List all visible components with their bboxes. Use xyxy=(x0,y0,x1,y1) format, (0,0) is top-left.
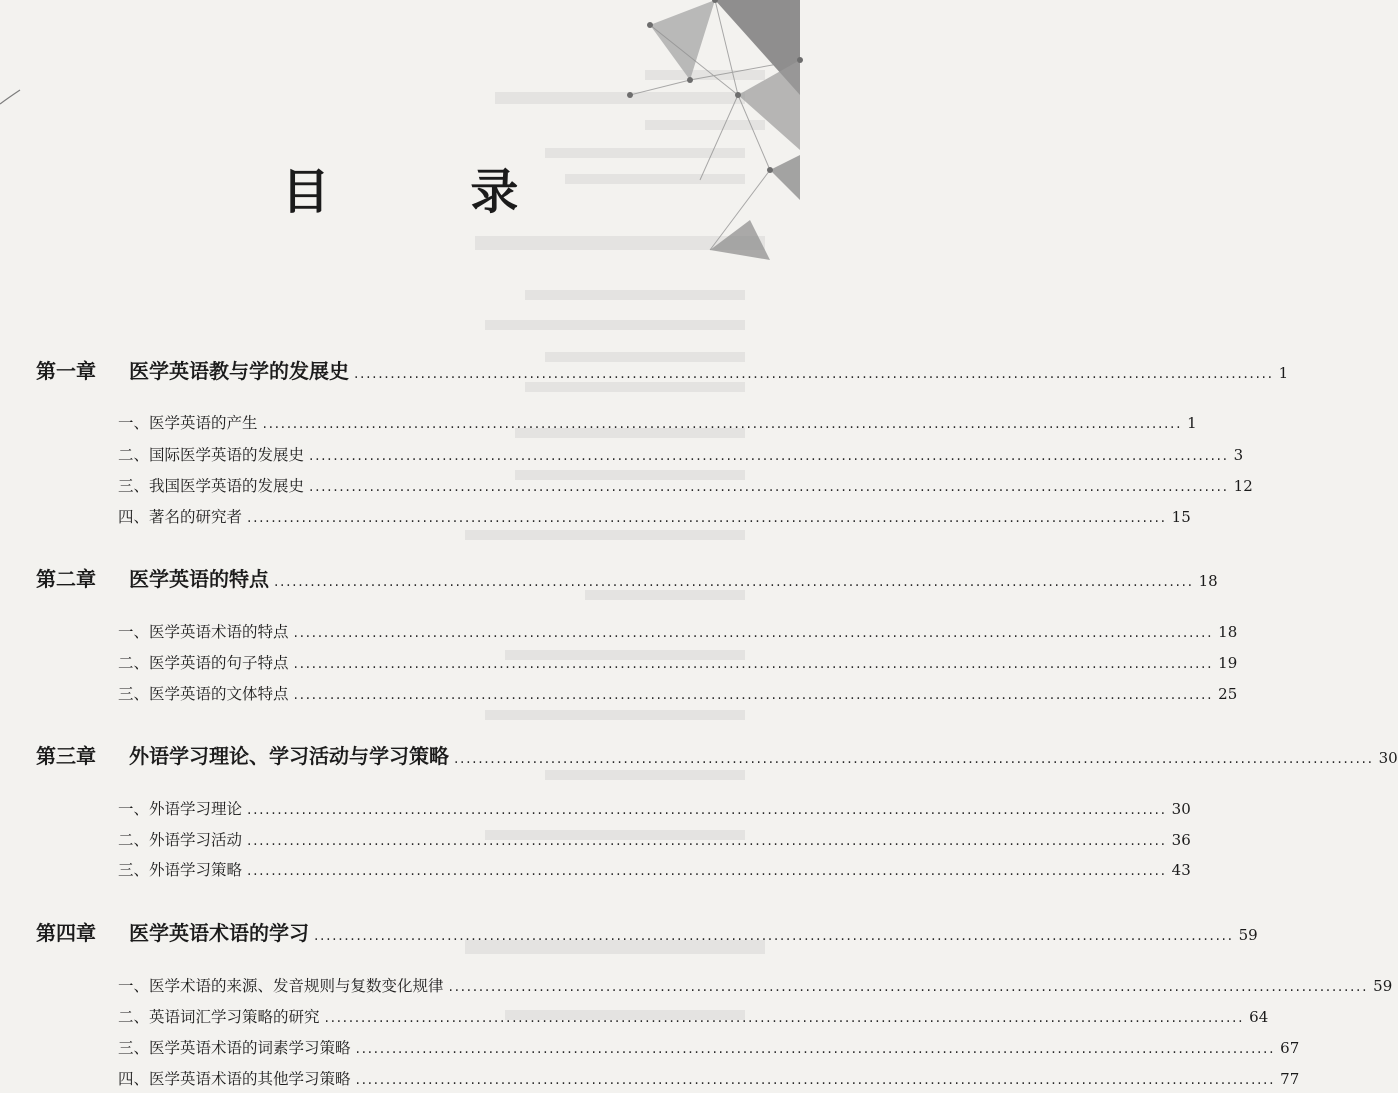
section-title: 四、医学英语术语的其他学习策略 xyxy=(118,1070,351,1088)
page-title: 目 录 xyxy=(281,164,581,220)
toc-chapter-3[interactable] xyxy=(36,740,1398,769)
page-number: 64 xyxy=(1249,1008,1269,1026)
dot-leader: ........................................................................................................................................................ xyxy=(448,979,1369,995)
section-title: 三、我国医学英语的发展史 xyxy=(118,477,305,495)
toc-chapter-4[interactable] xyxy=(36,917,1258,946)
toc-section[interactable] xyxy=(118,828,1191,850)
toc-section[interactable] xyxy=(118,651,1238,673)
section-title: 一、医学英语的产生 xyxy=(118,414,258,432)
dot-leader: ........................................................................................................................................................ xyxy=(293,625,1214,641)
chapter-title: 医学英语的特点 xyxy=(129,567,269,591)
chapter-title: 外语学习理论、学习活动与学习策略 xyxy=(129,744,449,768)
dot-leader: ........................................................................................................................................................ xyxy=(309,448,1229,464)
dot-leader: ........................................................................................................................................................ xyxy=(262,416,1183,432)
toc-section[interactable] xyxy=(118,443,1244,465)
dot-leader: ........................................................................................................................................................ xyxy=(355,1041,1276,1057)
toc-section[interactable] xyxy=(118,474,1253,496)
page-number: 19 xyxy=(1218,654,1238,672)
section-title: 二、医学英语的句子特点 xyxy=(118,654,289,672)
dot-leader: ........................................................................................................................................................ xyxy=(355,1072,1276,1088)
section-title: 一、外语学习理论 xyxy=(118,800,243,818)
page-number: 43 xyxy=(1171,861,1191,879)
section-title: 二、外语学习活动 xyxy=(118,831,243,849)
chapter-title: 医学英语术语的学习 xyxy=(129,921,309,945)
section-title: 二、国际医学英语的发展史 xyxy=(118,446,305,464)
dot-leader: ........................................................................................................................................................ xyxy=(324,1010,1245,1026)
toc-section[interactable] xyxy=(118,411,1197,433)
toc-section[interactable] xyxy=(118,505,1191,527)
toc-chapter-2[interactable] xyxy=(36,563,1218,592)
toc-section[interactable] xyxy=(118,682,1238,704)
section-title: 一、医学术语的来源、发音规则与复数变化规律 xyxy=(118,977,444,995)
page-number: 25 xyxy=(1218,685,1238,703)
page-number: 30 xyxy=(1171,800,1191,818)
section-title: 三、医学英语的文体特点 xyxy=(118,685,289,703)
chapter-number: 第四章 xyxy=(36,921,96,945)
toc-section[interactable] xyxy=(118,620,1238,642)
dot-leader: ........................................................................................................................................................ xyxy=(274,574,1194,590)
dot-leader: ........................................................................................................................................................ xyxy=(314,928,1234,944)
chapter-number: 第一章 xyxy=(36,359,96,383)
chapter-number: 第二章 xyxy=(36,567,96,591)
page-number: 3 xyxy=(1233,446,1244,464)
toc-section[interactable] xyxy=(118,797,1191,819)
dot-leader: ........................................................................................................................................................ xyxy=(247,833,1167,849)
dot-leader: ........................................................................................................................................................ xyxy=(293,656,1214,672)
page-number: 77 xyxy=(1280,1070,1300,1088)
section-title: 三、医学英语术语的词素学习策略 xyxy=(118,1039,351,1057)
page-number: 1 xyxy=(1187,414,1197,432)
dot-leader: ........................................................................................................................................................ xyxy=(247,510,1167,526)
dot-leader: ........................................................................................................................................................ xyxy=(247,802,1167,818)
page-number: 59 xyxy=(1373,977,1393,995)
page-number: 67 xyxy=(1280,1039,1300,1057)
page-number: 18 xyxy=(1198,572,1218,590)
toc-section[interactable] xyxy=(118,974,1393,996)
section-title: 四、著名的研究者 xyxy=(118,508,243,526)
page-number: 18 xyxy=(1218,623,1238,641)
dot-leader: ........................................................................................................................................................ xyxy=(309,479,1229,495)
section-title: 三、外语学习策略 xyxy=(118,861,243,879)
page-number: 1 xyxy=(1278,364,1289,382)
page-number: 12 xyxy=(1233,477,1253,495)
dot-leader: ........................................................................................................................................................ xyxy=(454,751,1374,767)
page-number: 15 xyxy=(1171,508,1191,526)
chapter-title: 医学英语教与学的发展史 xyxy=(129,359,349,383)
dot-leader: ........................................................................................................................................................ xyxy=(247,863,1167,879)
section-title: 二、英语词汇学习策略的研究 xyxy=(118,1008,320,1026)
page-number: 59 xyxy=(1238,926,1258,944)
toc-section[interactable] xyxy=(118,1036,1300,1058)
page-number: 36 xyxy=(1171,831,1191,849)
chapter-number: 第三章 xyxy=(36,744,96,768)
dot-leader: ........................................................................................................................................................ xyxy=(293,687,1214,703)
dot-leader: ........................................................................................................................................................ xyxy=(354,366,1274,382)
toc-section[interactable] xyxy=(118,1005,1269,1027)
section-title: 一、医学英语术语的特点 xyxy=(118,623,289,641)
toc-chapter-1[interactable] xyxy=(36,355,1289,384)
page-number: 30 xyxy=(1378,749,1398,767)
toc-section[interactable] xyxy=(118,1067,1300,1089)
toc-section[interactable] xyxy=(118,858,1191,880)
